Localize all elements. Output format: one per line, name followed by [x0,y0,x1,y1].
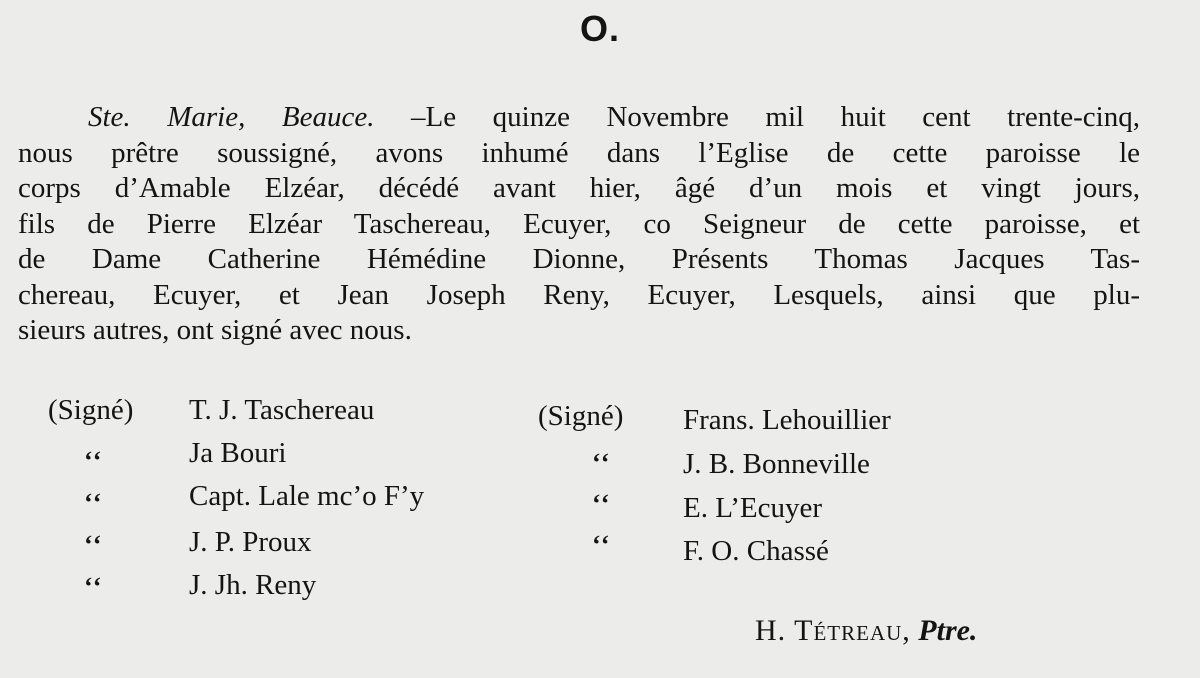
priest-name: H. Tétreau, [755,614,911,647]
signatory-name: E. L’Ecuyer [683,492,823,524]
place-name: Ste. Marie, Beauce. [88,101,375,133]
ditto-mark: ‘‘ [592,530,612,559]
signatory-name: F. O. Chassé [683,535,829,567]
signatory-name: T. J. Taschereau [189,394,375,426]
paragraph-line: chereau, Ecuyer, et Jean Joseph Reny, Ecuyer, Lesquels, ainsi que plu- [18,278,1140,311]
priest-title: Ptre. [918,614,978,647]
paragraph-line [18,100,1140,136]
paragraph-line: fils de Pierre Elzéar Taschereau, Ecuyer, co Seigneur de cette paroisse, et [18,207,1140,240]
paragraph-line: sieurs autres, ont signé avec nous. [18,314,412,346]
burial-record-paragraph [18,100,1140,349]
ditto-mark: ‘‘ [592,448,612,477]
ditto-mark: ‘‘ [84,572,104,601]
paragraph-line: corps d’Amable Elzéar, décédé avant hier, âgé d’un mois et vingt jours, [18,172,1140,204]
priest-signature [755,614,977,648]
signed-label-left: (Signé) [48,394,134,426]
ditto-mark: ‘‘ [84,488,104,517]
signatory-name: J. B. Bonneville [683,448,870,480]
paragraph-line: de Dame Catherine Hémédine Dionne, Présents Thomas Jacques Tas- [18,243,1140,275]
paragraph-line: nous prêtre soussigné, avons inhumé dans l’Eglise de cette paroisse le [18,136,1140,169]
signatory-name: J. P. Proux [189,526,312,558]
signatory-name: Frans. Lehouillier [683,404,891,436]
ditto-mark: ‘‘ [592,489,612,518]
section-heading: O. [579,8,620,49]
signatory-name: Capt. Lale mc’o F’y [189,480,425,512]
signed-label-right: (Signé) [538,400,624,432]
ditto-mark: ‘‘ [84,446,104,475]
ditto-mark: ‘‘ [84,530,104,559]
paragraph-line-text: –Le quinze Novembre mil huit cent trente-cinq, [374,101,1140,133]
signatory-name: Ja Bouri [189,437,287,469]
signatory-name: J. Jh. Reny [189,569,317,601]
